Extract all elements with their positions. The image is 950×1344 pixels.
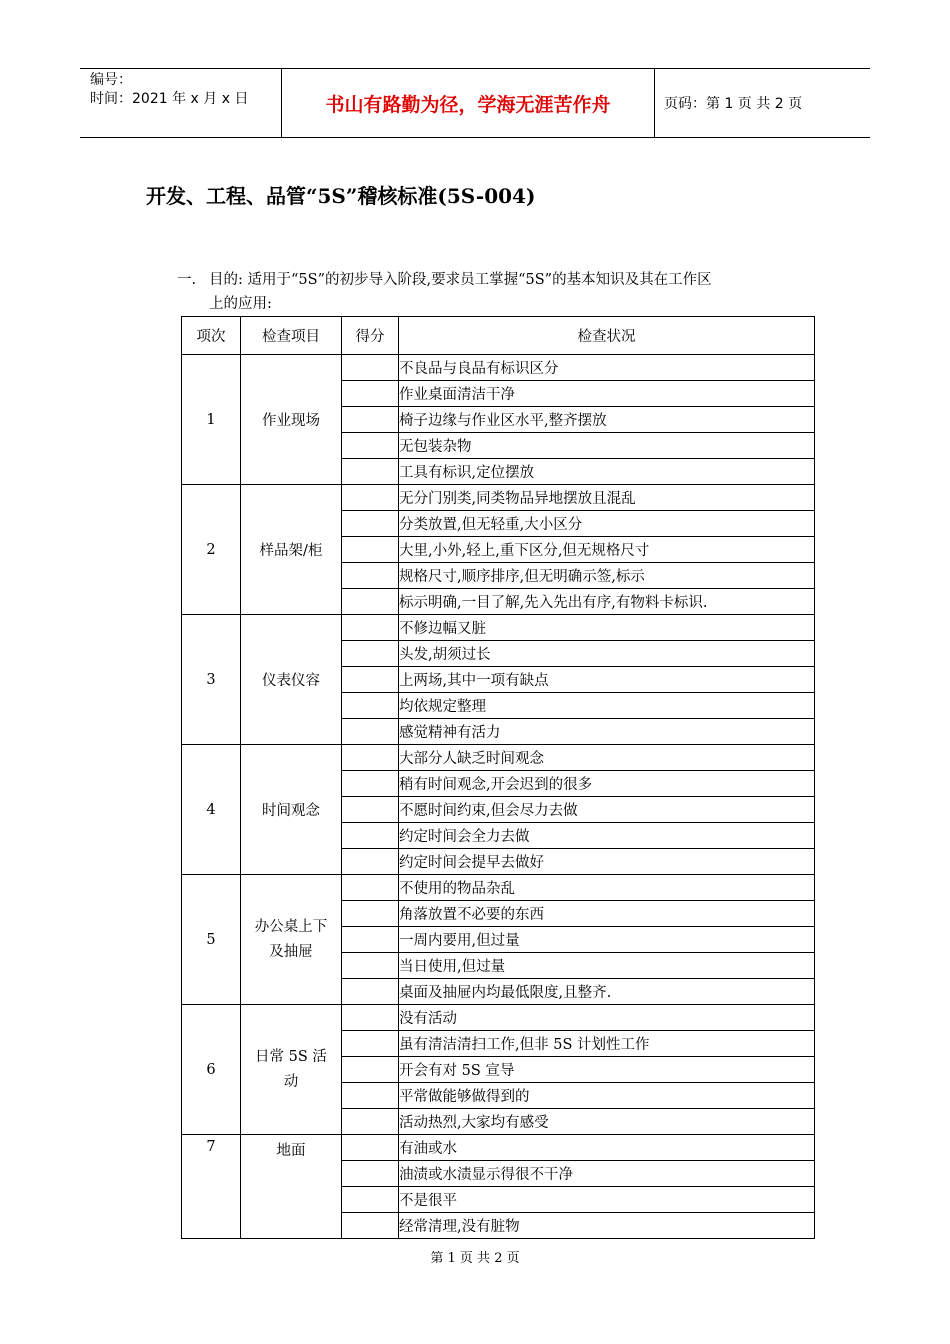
document-title: 开发、工程、品管“5S”稽核标准(5S-004): [146, 184, 536, 208]
purpose-line-1: 目的: 适用于“5S”的初步导入阶段,要求员工掌握“5S”的基本知识及其在工作区: [209, 272, 712, 288]
score-cell[interactable]: [342, 771, 399, 797]
check-condition: 平常做能够做得到的: [399, 1083, 815, 1109]
page-footer: 第 1 页 共 2 页: [430, 1251, 520, 1266]
score-cell[interactable]: [342, 589, 399, 615]
audit-table: [181, 316, 815, 1239]
check-condition: 不是很平: [399, 1187, 815, 1213]
score-cell[interactable]: [342, 693, 399, 719]
check-condition: 规格尺寸,顺序排序,但无明确示签,标示: [399, 563, 815, 589]
table-row: [182, 485, 815, 511]
check-condition: 约定时间会全力去做: [399, 823, 815, 849]
check-condition: 桌面及抽屉内均最低限度,且整齐.: [399, 979, 815, 1005]
check-condition: 一周内要用,但过量: [399, 927, 815, 953]
score-cell[interactable]: [342, 641, 399, 667]
table-row: [182, 615, 815, 641]
check-condition: 标示明确,一目了解,先入先出有序,有物料卡标识.: [399, 589, 815, 615]
check-condition: 不使用的物品杂乱: [399, 875, 815, 901]
score-cell[interactable]: [342, 1083, 399, 1109]
header-check-status: 检查状况: [399, 317, 815, 355]
table-row: [182, 1135, 815, 1161]
score-cell[interactable]: [342, 537, 399, 563]
check-condition: 作业桌面清洁干净: [399, 381, 815, 407]
score-cell[interactable]: [342, 1161, 399, 1187]
score-cell[interactable]: [342, 875, 399, 901]
score-cell[interactable]: [342, 1213, 399, 1239]
section-number: 一.: [177, 272, 197, 288]
score-cell[interactable]: [342, 459, 399, 485]
score-cell[interactable]: [342, 667, 399, 693]
purpose-section: [177, 268, 817, 316]
table-row: [182, 1005, 815, 1031]
score-cell[interactable]: [342, 1031, 399, 1057]
score-cell[interactable]: [342, 979, 399, 1005]
score-cell[interactable]: [342, 485, 399, 511]
item-number: 1: [182, 355, 241, 485]
check-condition: 上两场,其中一项有缺点: [399, 667, 815, 693]
score-cell[interactable]: [342, 511, 399, 537]
check-condition: 头发,胡须过长: [399, 641, 815, 667]
check-condition: 大里,小外,轻上,重下区分,但无规格尺寸: [399, 537, 815, 563]
item-number: 4: [182, 745, 241, 875]
check-item: 作业现场: [241, 355, 342, 485]
item-number: 6: [182, 1005, 241, 1135]
table-row: [182, 355, 815, 381]
check-condition: 经常清理,没有脏物: [399, 1213, 815, 1239]
doc-number-label: 编号：: [90, 72, 132, 88]
score-cell[interactable]: [342, 745, 399, 771]
table-row: [182, 745, 815, 771]
item-number: 7: [182, 1135, 241, 1239]
check-condition: 约定时间会提早去做好: [399, 849, 815, 875]
header-check-item: 检查项目: [241, 317, 342, 355]
check-condition: 椅子边缘与作业区水平,整齐摆放: [399, 407, 815, 433]
check-condition: 活动热烈,大家均有感受: [399, 1109, 815, 1135]
check-condition: 稍有时间观念,开会迟到的很多: [399, 771, 815, 797]
score-cell[interactable]: [342, 1187, 399, 1213]
item-number: 2: [182, 485, 241, 615]
check-condition: 工具有标识,定位摆放: [399, 459, 815, 485]
score-cell[interactable]: [342, 901, 399, 927]
item-number: 3: [182, 615, 241, 745]
score-cell[interactable]: [342, 927, 399, 953]
check-item: 仪表仪容: [241, 615, 342, 745]
score-cell[interactable]: [342, 1057, 399, 1083]
check-condition: 均依规定整理: [399, 693, 815, 719]
score-cell[interactable]: [342, 615, 399, 641]
check-item: 办公桌上下及抽屉: [241, 875, 342, 1005]
check-condition: 油渍或水渍显示得很不干净: [399, 1161, 815, 1187]
purpose-line-2: 上的应用:: [209, 296, 272, 312]
score-cell[interactable]: [342, 823, 399, 849]
score-cell[interactable]: [342, 849, 399, 875]
check-condition: 分类放置,但无轻重,大小区分: [399, 511, 815, 537]
check-condition: 感觉精神有活力: [399, 719, 815, 745]
check-condition: 角落放置不必要的东西: [399, 901, 815, 927]
score-cell[interactable]: [342, 1005, 399, 1031]
score-cell[interactable]: [342, 407, 399, 433]
header-meta: [90, 71, 280, 109]
check-item: 样品架/柜: [241, 485, 342, 615]
check-condition: 虽有清洁清扫工作,但非 5S 计划性工作: [399, 1031, 815, 1057]
check-condition: 无包装杂物: [399, 433, 815, 459]
table-header-row: [182, 317, 815, 355]
check-condition: 无分门别类,同类物品异地摆放且混乱: [399, 485, 815, 511]
check-condition: 没有活动: [399, 1005, 815, 1031]
check-condition: 当日使用,但过量: [399, 953, 815, 979]
score-cell[interactable]: [342, 719, 399, 745]
score-cell[interactable]: [342, 953, 399, 979]
check-condition: 不修边幅又脏: [399, 615, 815, 641]
doc-date: 时间：2021 年 x 月 x 日: [90, 91, 249, 107]
header-item-no: 项次: [182, 317, 241, 355]
score-cell[interactable]: [342, 433, 399, 459]
item-number: 5: [182, 875, 241, 1005]
score-cell[interactable]: [342, 563, 399, 589]
table-row: [182, 875, 815, 901]
header-motto: 书山有路勤为径，学海无涯苦作舟: [281, 69, 655, 137]
page-header: [80, 68, 870, 138]
score-cell[interactable]: [342, 797, 399, 823]
check-item: 地面: [241, 1135, 342, 1239]
header-score: 得分: [342, 317, 399, 355]
check-condition: 有油或水: [399, 1135, 815, 1161]
check-item: 日常 5S 活动: [241, 1005, 342, 1135]
check-condition: 开会有对 5S 宣导: [399, 1057, 815, 1083]
score-cell[interactable]: [342, 1109, 399, 1135]
score-cell[interactable]: [342, 355, 399, 381]
header-page-info: 页码：第 1 页 共 2 页: [664, 96, 803, 112]
check-item: 时间观念: [241, 745, 342, 875]
check-condition: 不愿时间约束,但会尽力去做: [399, 797, 815, 823]
check-condition: 大部分人缺乏时间观念: [399, 745, 815, 771]
score-cell[interactable]: [342, 1135, 399, 1161]
check-condition: 不良品与良品有标识区分: [399, 355, 815, 381]
score-cell[interactable]: [342, 381, 399, 407]
